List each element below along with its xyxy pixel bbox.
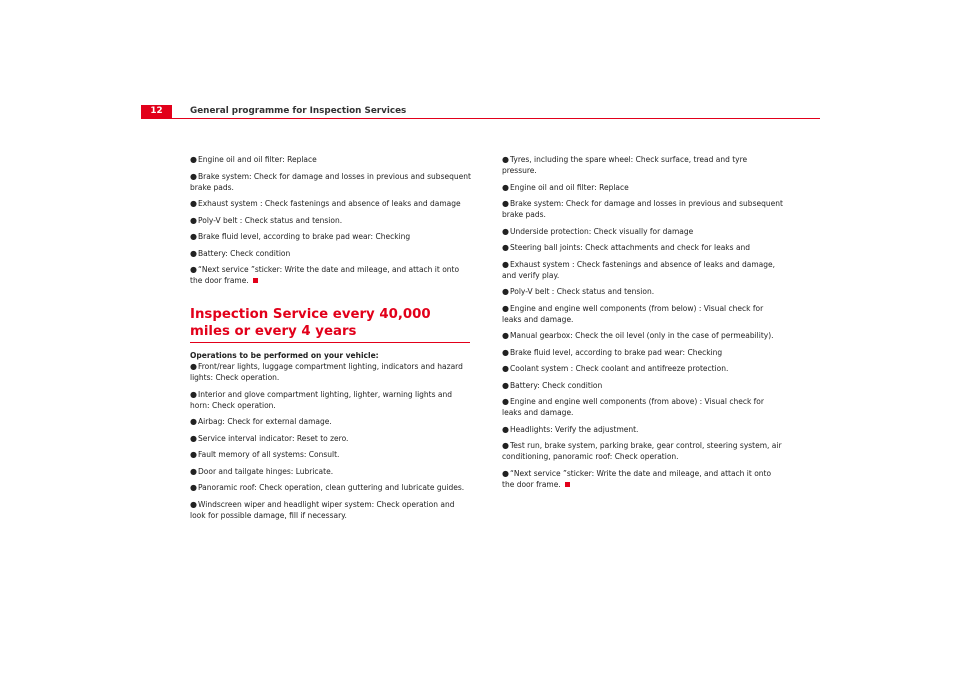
list-item-text: Exhaust system : Check fastenings and absence of leaks and damage, and verify play. [502, 259, 776, 280]
bullet-icon: ● [190, 389, 197, 399]
list-item [190, 361, 472, 383]
bullet-icon: ● [502, 199, 509, 208]
list-item-text: Headlights: Verify the adjustment. [510, 424, 639, 434]
list-item-text: Interior and glove compartment lighting, lighter, warning lights and horn: Check operation. [190, 389, 453, 410]
list-item-text: “Next service ”sticker: Write the date and mileage, and attach it onto the door frame. [190, 265, 460, 285]
list-item-text: Front/rear lights, luggage compartment lighting, indicators and hazard lights: Check operation. [190, 362, 463, 382]
bullet-icon: ● [502, 364, 509, 373]
bullet-icon: ● [502, 397, 509, 406]
bullet-icon: ● [190, 362, 197, 371]
list-item [502, 198, 784, 220]
list-item-text: Battery: Check condition [198, 248, 291, 258]
page-header-title: General programme for Inspection Services [190, 106, 407, 116]
list-item-text: Engine oil and oil filter: Replace [198, 155, 317, 164]
list-item [190, 171, 472, 193]
bullet-icon: ● [502, 347, 509, 357]
list-item [190, 482, 472, 493]
bullet-icon: ● [190, 466, 197, 476]
list-item [190, 433, 472, 444]
list-item-text: Poly-V belt : Check status and tension. [510, 287, 655, 296]
list-item-text: Service interval indicator: Reset to zero. [198, 433, 349, 443]
bullet-icon: ● [502, 182, 509, 192]
bullet-icon: ● [502, 259, 509, 269]
bullet-icon: ● [502, 331, 509, 340]
bullet-icon: ● [502, 468, 509, 478]
list-item [502, 226, 784, 237]
bullet-icon: ● [190, 499, 197, 509]
list-item-text: Brake fluid level, according to brake pad wear: Checking [510, 347, 723, 357]
bullet-icon: ● [502, 226, 509, 236]
list-item [502, 396, 784, 418]
list-item [502, 380, 784, 391]
bullet-icon: ● [190, 155, 197, 164]
bullet-icon: ● [190, 483, 197, 492]
list-item-text: Airbag: Check for external damage. [198, 417, 332, 426]
bullet-icon: ● [190, 171, 197, 181]
list-item [502, 259, 784, 281]
list-item [502, 347, 784, 358]
list-item [190, 198, 472, 209]
list-item-text: Engine and engine well components (from below) : Visual check for leaks and damage. [502, 303, 764, 324]
bullet-icon: ● [502, 380, 509, 390]
list-item-text: Fault memory of all systems: Consult. [198, 450, 340, 459]
bullet-icon: ● [502, 303, 509, 313]
list-item [190, 248, 472, 259]
list-item [502, 303, 784, 325]
list-item-text: Brake system: Check for damage and losses in previous and subsequent brake pads. [502, 199, 783, 219]
list-item [502, 182, 784, 193]
bullet-icon: ● [190, 248, 197, 258]
list-item-text: Steering ball joints: Check attachments and check for leaks and [510, 243, 751, 252]
list-item-text: Manual gearbox: Check the oil level (only in the case of permeability). [510, 331, 774, 340]
bullet-icon: ● [190, 417, 197, 426]
list-item-text: Underside protection: Check visually for damage [510, 226, 694, 236]
bullet-icon: ● [502, 424, 509, 434]
bullet-icon: ● [502, 243, 509, 252]
page-number: 12 [141, 105, 172, 118]
list-item-text: Coolant system : Check coolant and antifreeze protection. [510, 364, 729, 373]
list-item [502, 330, 784, 341]
right-column [502, 154, 784, 495]
end-of-section-icon [253, 278, 258, 283]
left-column [190, 154, 472, 526]
list-item [502, 440, 784, 462]
section-heading: Inspection Service every 40,000 miles or every 4 years [190, 307, 431, 339]
list-item-text: Windscreen wiper and headlight wiper system: Check operation and look for possible damage, fill if necessary. [190, 499, 455, 520]
bullet-icon: ● [190, 450, 197, 459]
list-item-text: Engine and engine well components (from above) : Visual check for leaks and damage. [502, 397, 764, 417]
bullet-icon: ● [502, 287, 509, 296]
list-item-text: Engine oil and oil filter: Replace [510, 182, 629, 192]
list-item-text: Brake system: Check for damage and losses in previous and subsequent brake pads. [190, 171, 471, 192]
bullet-icon: ● [190, 232, 197, 241]
list-item [502, 468, 784, 490]
bullet-icon: ● [190, 215, 197, 225]
list-item [190, 389, 472, 411]
list-item [190, 154, 472, 165]
list-item [190, 215, 472, 226]
list-item-text: Exhaust system : Check fastenings and absence of leaks and damage [198, 199, 461, 208]
bullet-icon: ● [190, 199, 197, 208]
list-item-text: Door and tailgate hinges: Lubricate. [198, 466, 334, 476]
section-intro: Operations to be performed on your vehicle: [190, 351, 379, 360]
list-item [190, 499, 472, 521]
list-item [190, 466, 472, 477]
list-item-text: Poly-V belt : Check status and tension. [198, 215, 343, 225]
bullet-icon: ● [502, 441, 509, 450]
list-item-text: “Next service ”sticker: Write the date and mileage, and attach it onto the door frame. [502, 468, 772, 489]
list-item [190, 231, 472, 242]
bullet-icon: ● [502, 155, 509, 164]
list-item [190, 449, 472, 460]
list-item [190, 264, 472, 286]
list-item [502, 154, 784, 176]
list-item [190, 416, 472, 427]
list-item-text: Test run, brake system, parking brake, gear control, steering system, air conditioning, panoramic roof: Check operation. [502, 441, 782, 461]
list-item [502, 363, 784, 374]
list-item-text: Battery: Check condition [510, 380, 603, 390]
bullet-icon: ● [190, 265, 197, 274]
list-item-text: Tyres, including the spare wheel: Check surface, tread and tyre pressure. [502, 155, 748, 175]
list-item [502, 424, 784, 435]
list-item [502, 286, 784, 297]
list-item [502, 242, 784, 253]
bullet-icon: ● [190, 433, 197, 443]
list-item-text: Brake fluid level, according to brake pad wear: Checking [198, 232, 411, 241]
list-item-text: Panoramic roof: Check operation, clean guttering and lubricate guides. [198, 483, 465, 492]
header-divider [141, 118, 820, 119]
end-of-section-icon [565, 482, 570, 487]
section-divider [190, 342, 470, 343]
